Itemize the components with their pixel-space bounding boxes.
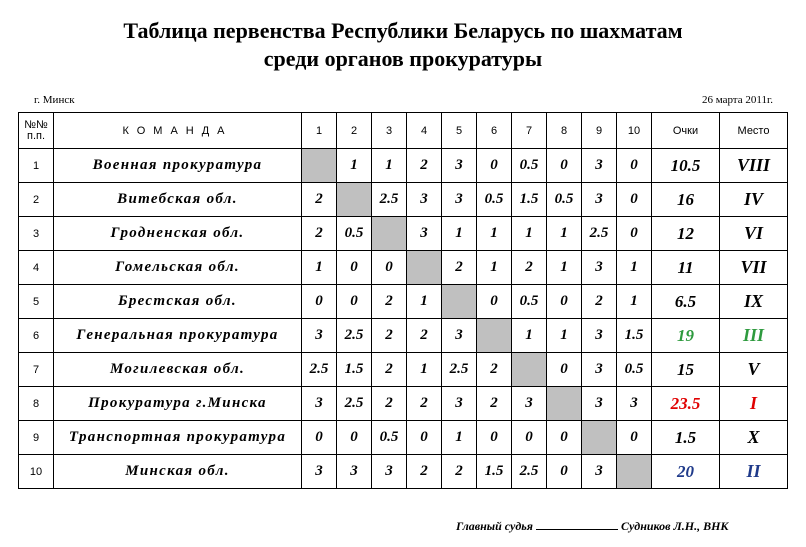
score-cell: 0.5 (547, 183, 582, 217)
score-cell: 0 (617, 421, 652, 455)
score-cell: 3 (407, 183, 442, 217)
score-cell: 2.5 (302, 353, 337, 387)
score-cell: 3 (337, 455, 372, 489)
header-opponent-10: 10 (617, 113, 652, 149)
score-cell: 0 (337, 251, 372, 285)
header-opponent-2: 2 (337, 113, 372, 149)
row-number: 7 (19, 353, 54, 387)
row-number: 6 (19, 319, 54, 353)
score-cell: 1.5 (512, 183, 547, 217)
row-number: 4 (19, 251, 54, 285)
header-place: Место (720, 113, 788, 149)
score-cell: 0 (407, 421, 442, 455)
score-cell: 2 (302, 183, 337, 217)
score-cell: 1 (512, 319, 547, 353)
table-row (19, 421, 788, 455)
team-name: Минская обл. (54, 455, 302, 489)
score-cell: 0 (302, 285, 337, 319)
signature-line (536, 519, 618, 530)
team-name: Прокуратура г.Минска (54, 387, 302, 421)
score-cell: 1 (442, 421, 477, 455)
score-cell: 3 (582, 251, 617, 285)
total-points: 19 (652, 319, 720, 353)
row-number: 1 (19, 149, 54, 183)
score-cell: 0.5 (372, 421, 407, 455)
header-team: КОМАНДА (54, 113, 302, 149)
team-name: Витебская обл. (54, 183, 302, 217)
table-title-line1: Таблица первенства Республики Беларусь по шахматам (123, 18, 683, 43)
score-cell: 2.5 (512, 455, 547, 489)
score-cell: 3 (582, 319, 617, 353)
table-row (19, 285, 788, 319)
row-number: 9 (19, 421, 54, 455)
score-cell: 1 (547, 319, 582, 353)
score-cell: 2 (582, 285, 617, 319)
score-cell: 2.5 (582, 217, 617, 251)
score-cell: 2 (477, 353, 512, 387)
total-points: 1.5 (652, 421, 720, 455)
chief-judge-name: Судников Л.Н., ВНК (620, 519, 729, 533)
score-cell: 0.5 (512, 149, 547, 183)
score-cell: 0 (302, 421, 337, 455)
team-name: Транспортная прокуратура (54, 421, 302, 455)
score-cell: 0 (477, 285, 512, 319)
score-cell: 1 (512, 217, 547, 251)
header-row (19, 113, 788, 149)
score-cell: 2 (442, 251, 477, 285)
score-cell: 1 (302, 251, 337, 285)
score-cell: 2 (407, 319, 442, 353)
row-number: 3 (19, 217, 54, 251)
header-opponent-5: 5 (442, 113, 477, 149)
score-cell: 0 (337, 285, 372, 319)
self-match-cell (372, 217, 407, 251)
score-cell: 3 (372, 455, 407, 489)
self-match-cell (547, 387, 582, 421)
total-points: 10.5 (652, 149, 720, 183)
final-place: III (720, 319, 788, 353)
header-opponent-7: 7 (512, 113, 547, 149)
score-cell: 1 (337, 149, 372, 183)
table-row (19, 353, 788, 387)
score-cell: 3 (442, 319, 477, 353)
team-name: Могилевская обл. (54, 353, 302, 387)
chief-judge-label: Главный судья (456, 519, 533, 533)
row-number: 10 (19, 455, 54, 489)
score-cell: 0.5 (337, 217, 372, 251)
final-place: I (720, 387, 788, 421)
score-cell: 0 (617, 149, 652, 183)
score-cell: 2 (477, 387, 512, 421)
score-cell: 2 (372, 285, 407, 319)
table-row (19, 149, 788, 183)
row-number: 8 (19, 387, 54, 421)
score-cell: 2 (372, 387, 407, 421)
score-cell: 2.5 (372, 183, 407, 217)
standings-table (18, 112, 788, 489)
score-cell: 3 (442, 183, 477, 217)
score-cell: 0 (547, 455, 582, 489)
score-cell: 3 (582, 149, 617, 183)
header-number-line1: №№ (24, 118, 48, 131)
score-cell: 0 (337, 421, 372, 455)
score-cell: 0.5 (477, 183, 512, 217)
score-cell: 1 (477, 251, 512, 285)
table-title-line2: среди органов прокуратуры (263, 46, 543, 71)
score-cell: 0.5 (617, 353, 652, 387)
score-cell: 2 (302, 217, 337, 251)
total-points: 15 (652, 353, 720, 387)
row-number: 2 (19, 183, 54, 217)
row-number: 5 (19, 285, 54, 319)
score-cell: 0.5 (512, 285, 547, 319)
score-cell: 1 (547, 217, 582, 251)
score-cell: 0 (372, 251, 407, 285)
score-cell: 3 (582, 387, 617, 421)
team-name: Брестская обл. (54, 285, 302, 319)
total-points: 6.5 (652, 285, 720, 319)
score-cell: 0 (477, 149, 512, 183)
score-cell: 1.5 (477, 455, 512, 489)
score-cell: 3 (617, 387, 652, 421)
team-name: Гродненская обл. (54, 217, 302, 251)
score-cell: 3 (512, 387, 547, 421)
header-opponent-9: 9 (582, 113, 617, 149)
score-cell: 2.5 (442, 353, 477, 387)
score-cell: 0 (617, 217, 652, 251)
footer-signature (456, 519, 729, 534)
header-number-line2: п.п. (26, 129, 46, 142)
final-place: VII (720, 251, 788, 285)
total-points: 23.5 (652, 387, 720, 421)
team-name: Генеральная прокуратура (54, 319, 302, 353)
score-cell: 1.5 (617, 319, 652, 353)
score-cell: 1.5 (337, 353, 372, 387)
score-cell: 0 (547, 421, 582, 455)
score-cell: 2.5 (337, 387, 372, 421)
table-row (19, 217, 788, 251)
score-cell: 3 (442, 149, 477, 183)
score-cell: 3 (302, 455, 337, 489)
score-cell: 1 (407, 285, 442, 319)
header-opponent-6: 6 (477, 113, 512, 149)
total-points: 16 (652, 183, 720, 217)
table-row (19, 319, 788, 353)
score-cell: 1 (617, 251, 652, 285)
score-cell: 1 (477, 217, 512, 251)
self-match-cell (582, 421, 617, 455)
final-place: VI (720, 217, 788, 251)
score-cell: 2 (512, 251, 547, 285)
header-opponent-4: 4 (407, 113, 442, 149)
score-cell: 2 (407, 149, 442, 183)
standings-body (19, 149, 788, 489)
self-match-cell (477, 319, 512, 353)
score-cell: 2 (407, 387, 442, 421)
score-cell: 2 (372, 353, 407, 387)
total-points: 11 (652, 251, 720, 285)
score-cell: 0 (617, 183, 652, 217)
self-match-cell (407, 251, 442, 285)
total-points: 12 (652, 217, 720, 251)
header-opponent-3: 3 (372, 113, 407, 149)
date-label: 26 марта 2011г. (701, 94, 773, 106)
self-match-cell (442, 285, 477, 319)
score-cell: 3 (582, 353, 617, 387)
score-cell: 3 (582, 455, 617, 489)
table-row (19, 251, 788, 285)
score-cell: 1 (372, 149, 407, 183)
score-cell: 0 (547, 285, 582, 319)
city-label: г. Минск (34, 94, 75, 106)
score-cell: 2.5 (337, 319, 372, 353)
score-cell: 3 (302, 319, 337, 353)
score-cell: 0 (547, 353, 582, 387)
final-place: V (720, 353, 788, 387)
score-cell: 1 (442, 217, 477, 251)
score-cell: 0 (547, 149, 582, 183)
score-cell: 2 (372, 319, 407, 353)
self-match-cell (337, 183, 372, 217)
score-cell: 0 (512, 421, 547, 455)
score-cell: 3 (442, 387, 477, 421)
final-place: X (720, 421, 788, 455)
header-points: Очки (652, 113, 720, 149)
score-cell: 0 (477, 421, 512, 455)
final-place: II (720, 455, 788, 489)
score-cell: 2 (407, 455, 442, 489)
self-match-cell (302, 149, 337, 183)
total-points: 20 (652, 455, 720, 489)
score-cell: 2 (442, 455, 477, 489)
score-cell: 3 (302, 387, 337, 421)
header-number (19, 113, 54, 149)
table-row (19, 387, 788, 421)
team-name: Гомельская обл. (54, 251, 302, 285)
self-match-cell (512, 353, 547, 387)
score-cell: 3 (407, 217, 442, 251)
self-match-cell (617, 455, 652, 489)
table-row (19, 183, 788, 217)
final-place: IX (720, 285, 788, 319)
team-name: Военная прокуратура (54, 149, 302, 183)
score-cell: 1 (617, 285, 652, 319)
score-cell: 3 (582, 183, 617, 217)
final-place: VIII (720, 149, 788, 183)
header-opponent-1: 1 (302, 113, 337, 149)
final-place: IV (720, 183, 788, 217)
table-row (19, 455, 788, 489)
header-opponent-8: 8 (547, 113, 582, 149)
score-cell: 1 (407, 353, 442, 387)
score-cell: 1 (547, 251, 582, 285)
